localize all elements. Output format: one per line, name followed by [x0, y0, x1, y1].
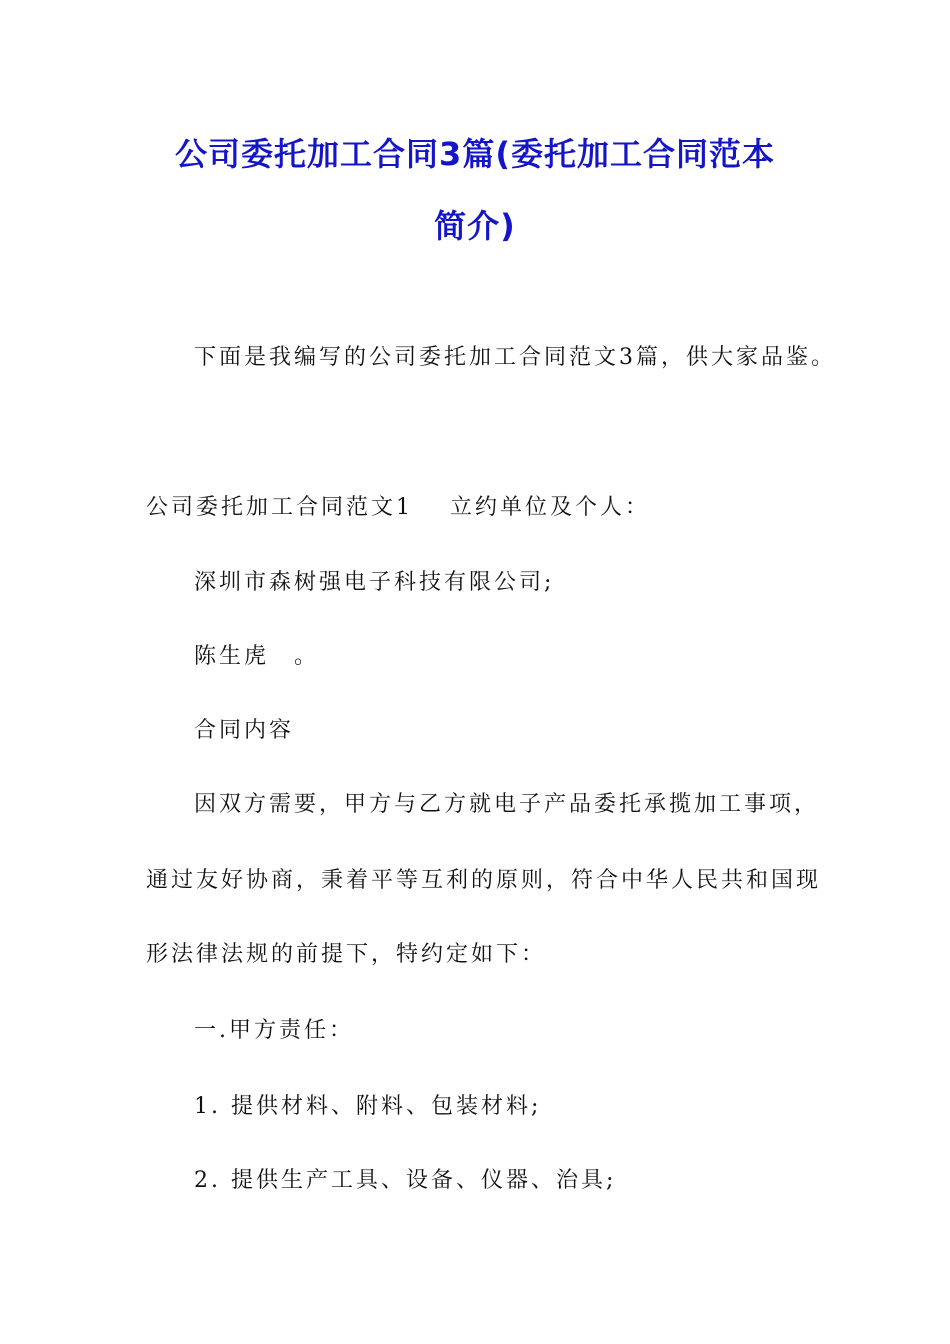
contract-content-label: 合同内容	[194, 718, 295, 743]
clause-heading: 一.甲方责任：	[194, 1018, 354, 1043]
preamble-line-2: 通过友好协商，秉着平等互利的原则，符合中华人民共和国现	[146, 868, 822, 893]
clause-item-2: 2. 提供生产工具、设备、仪器、治具;	[194, 1168, 617, 1193]
document-title-line-2: 简介)	[434, 207, 516, 245]
preamble-line-3: 形法律法规的前提下，特约定如下：	[146, 942, 547, 967]
section-heading: 公司委托加工合同范文1	[146, 495, 413, 520]
clause-item-1: 1. 提供材料、附料、包装材料;	[194, 1094, 542, 1119]
parties-label: 立约单位及个人：	[450, 495, 651, 520]
preamble-line-1: 因双方需要，甲方与乙方就电子产品委托承揽加工事项，	[194, 792, 820, 817]
document-title-line-1: 公司委托加工合同3篇(委托加工合同范本	[175, 135, 775, 173]
party-company: 深圳市森树强电子科技有限公司;	[194, 570, 555, 595]
party-person: 陈生虎 。	[194, 644, 320, 669]
intro-paragraph: 下面是我编写的公司委托加工合同范文3篇，供大家品鉴。	[194, 345, 836, 370]
